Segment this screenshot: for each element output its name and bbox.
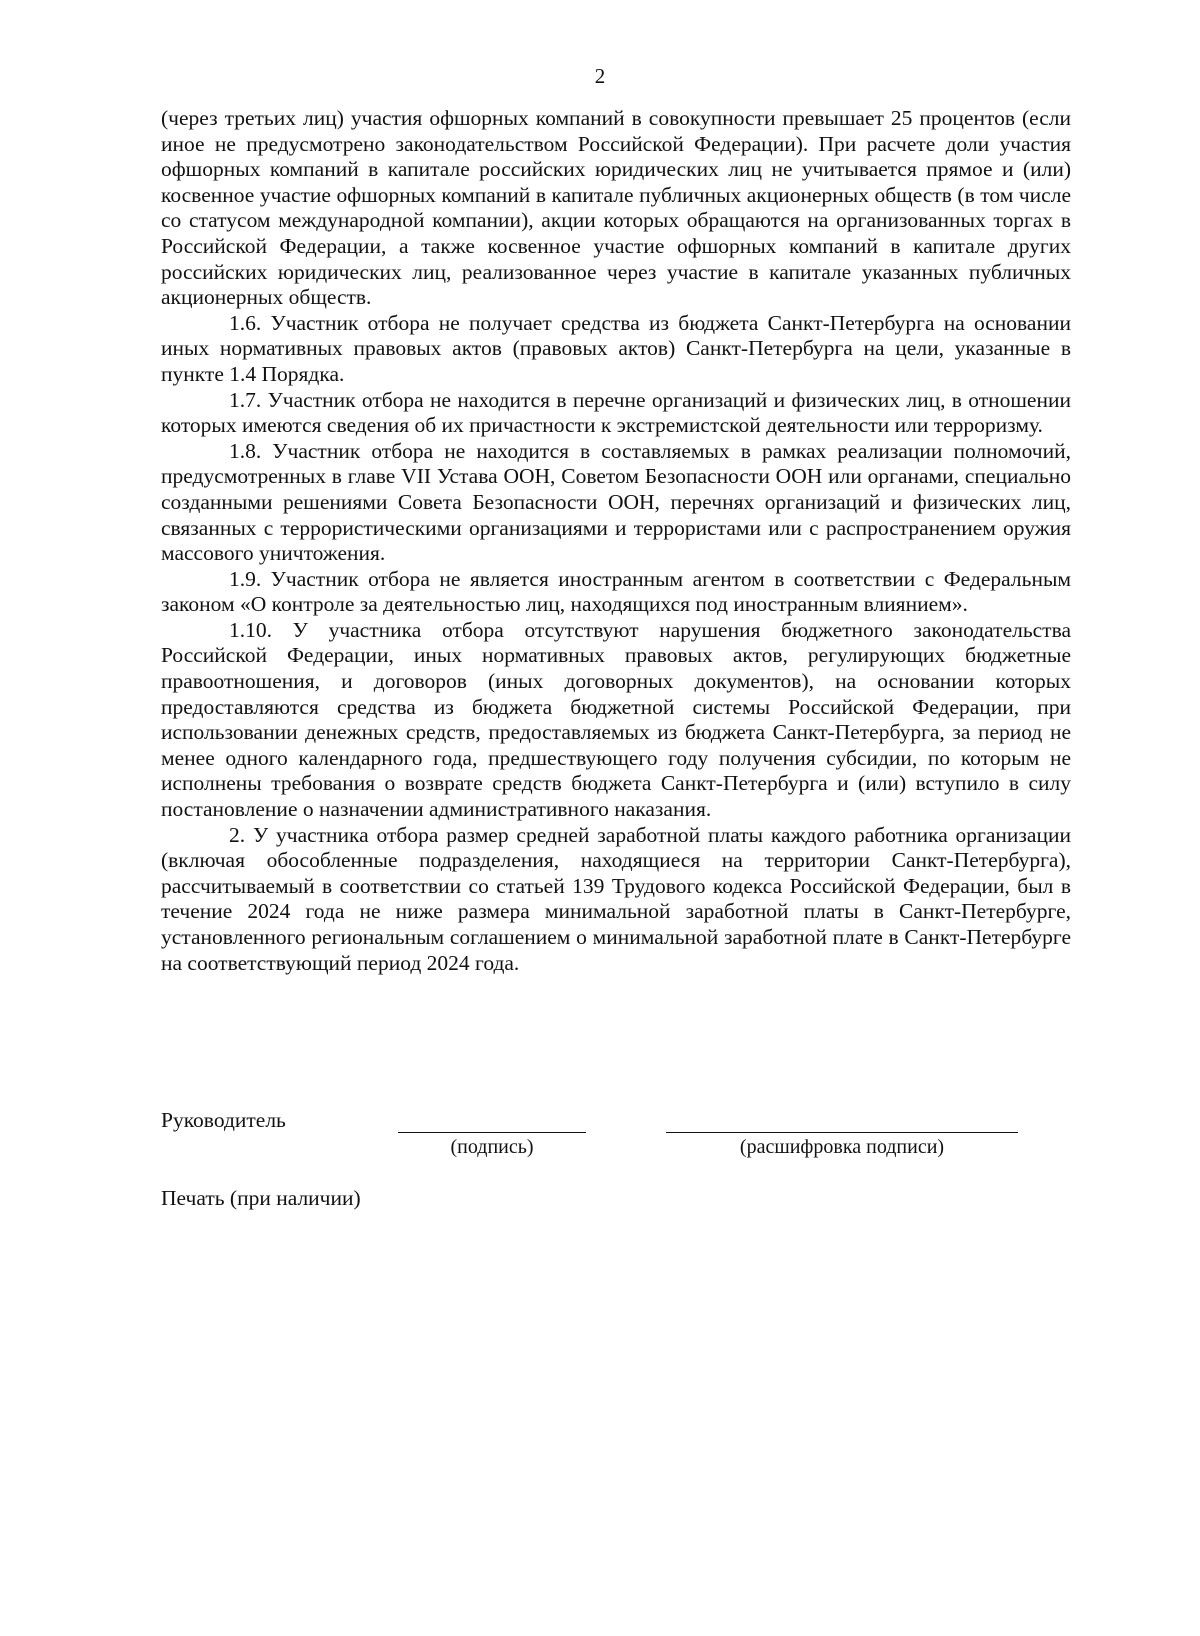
signature-decode-line — [666, 1132, 1018, 1133]
signature-caption: (подпись) — [450, 1136, 534, 1158]
paragraph-1-9: 1.9. Участник отбора не является иностранным агентом в соответствии с Федеральным законом «О контроле за деятельностью лиц, находящихся под иностранным влиянием». — [161, 566, 1071, 617]
paragraph-1-6: 1.6. Участник отбора не получает средства из бюджета Санкт-Петербурга на основании иных нормативных правовых актов (правовых актов) Санкт-Петербурга на цели, указанные в пункте 1.4 Порядка. — [161, 310, 1071, 386]
seal-label: Печать (при наличии) — [161, 1186, 361, 1210]
document-body — [161, 106, 1071, 976]
page-number: 2 — [594, 64, 606, 88]
head-role-label: Руководитель — [161, 1108, 286, 1132]
paragraph-1-8: 1.8. Участник отбора не находится в составляемых в рамках реализации полномочий, предусмотренных в главе VII Устава ООН, Советом Безопасности ООН или органами, специально созданными решениями Совета Безопасности ООН, перечнях организаций и физических лиц, связанных с террористическими организациями и террористами или с распространением оружия массового уничтожения. — [161, 438, 1071, 566]
paragraph-continuation: (через третьих лиц) участия офшорных компаний в совокупности превышает 25 процентов (если иное не предусмотрено законодательством Российской Федерации). При расчете доли участия офшорных компаний в капитале российских юридических лиц не учитывается прямое и (или) косвенное участие офшорных компаний в капитале публичных акционерных обществ (в том числе со статусом международной компании), акции которых обращаются на организованных торгах в Российской Федерации, а также косвенное участие офшорных компаний в капитале других российских юридических лиц, реализованное через участие в капитале указанных публичных акционерных обществ. — [161, 106, 1071, 310]
paragraph-1-7: 1.7. Участник отбора не находится в перечне организаций и физических лиц, в отношении которых имеются сведения об их причастности к экстремистской деятельности или терроризму. — [161, 387, 1071, 438]
paragraph-2: 2. У участника отбора размер средней заработной платы каждого работника организации (включая обособленные подразделения, находящиеся на территории Санкт-Петербурга), рассчитываемый в соответствии со статьей 139 Трудового кодекса Российской Федерации, был в течение 2024 года не ниже размера минимальной заработной платы в Санкт-Петербурге, установленного региональным соглашением о минимальной заработной плате в Санкт-Петербурге на соответствующий период 2024 года. — [161, 822, 1071, 975]
signature-decode-caption: (расшифровка подписи) — [739, 1136, 945, 1158]
paragraph-1-10: 1.10. У участника отбора отсутствуют нарушения бюджетного законодательства Российской Федерации, иных нормативных правовых актов, регулирующих бюджетные правоотношения, и договоров (иных договорных документов), на основании которых предоставляются средства из бюджета бюджетной системы Российской Федерации, при использовании денежных средств, предоставляемых из бюджета Санкт-Петербурга, за период не менее одного календарного года, предшествующего году получения субсидии, по которым не исполнены требования о возврате средств бюджета Санкт-Петербурга и (или) вступило в силу постановление о назначении административного наказания. — [161, 617, 1071, 822]
signature-line — [398, 1132, 586, 1133]
